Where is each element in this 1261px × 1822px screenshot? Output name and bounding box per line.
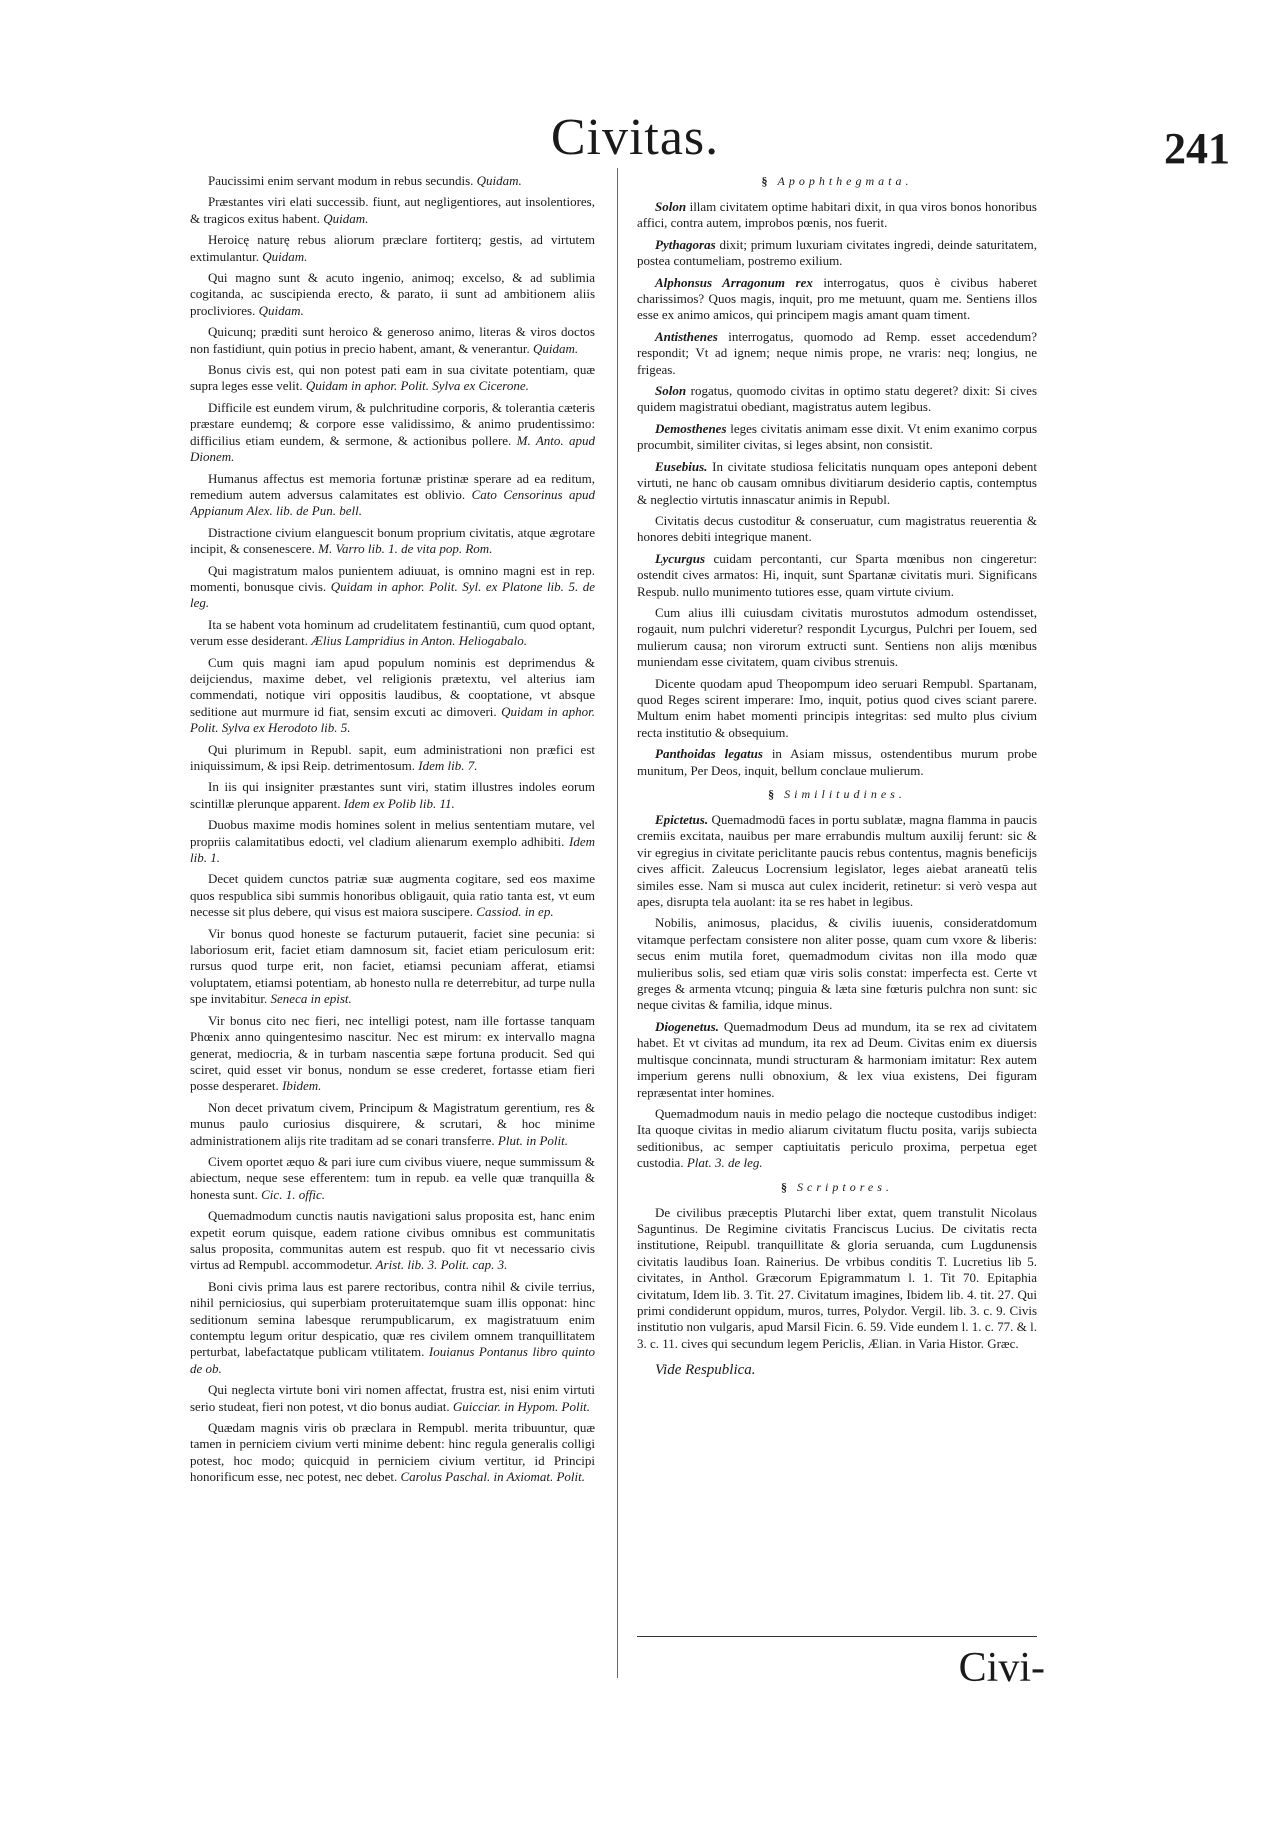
entry [190, 1420, 595, 1486]
entry-text: leges civitatis animam esse dixit. Vt enim exanimo corpus procumbit, similiter civitas, si leges absint, non consistit. [637, 420, 1037, 453]
entry [637, 329, 1037, 378]
similitudines-heading: § Similitudines. [768, 787, 906, 801]
entry-text: cuidam percontanti, cur Sparta mœnibus non cingeretur: ostendit cives armatos: Hi, inquit, sunt Spartanæ civitatis muri. Significans Respub. nullo munimento tutiores esse, quam virtute civium. [637, 550, 1037, 599]
entry [190, 1100, 595, 1149]
entry-text: rogatus, quomodo civitas in optimo statu degeret? dixit: Si cives quidem magistratui obediant, magistratus autem legibus. [637, 383, 1037, 415]
entry-text: Humanus affectus est memoria fortunæ pristinæ sperare ad ea reditum, remedium autem adversus calamitates est oblivio. [190, 470, 595, 502]
entry [637, 605, 1037, 671]
section-mark-icon: § [781, 1179, 792, 1194]
entry [190, 324, 595, 357]
entry-source: Quidam in aphor. Polit. Sylva ex Herodoto lib. 5. [190, 703, 595, 736]
entry-text: Paucissimi enim servant modum in rebus secundis. [208, 173, 474, 188]
entry-lead: Antisthenes [655, 328, 718, 344]
entry-text: Qui magistratum malos punientem adiuuat, is omnino magni est in rep. momenti, bonusque civis. [190, 562, 595, 594]
entry [190, 779, 595, 812]
catchword: Civi- [958, 1645, 1045, 1691]
entry-source: Plut. in Polit. [497, 1132, 568, 1148]
entry-text: Cum alius illi cuiusdam civitatis murostutos admodum ostendisset, rogauit, num pulchri videretur? respondit Lycurgus, Pulchri per Iouem, sed mulierum causa; non virorum extructi sunt. Sentiens non alijs mœnibus muniendam esse civitatem, quam civibus strenuis. [637, 604, 1037, 670]
entry [190, 362, 595, 395]
entry-source: Quidam. [262, 248, 308, 264]
entry [190, 655, 595, 737]
entry-text: Boni civis prima laus est parere rectoribus, contra nihil & civile terrius, nihil perniciosius, qui superbiam proteruitatemque suam illis opponat: hinc seditionum semina labesque rerumpublicarum, ex magistratuum enim contemptu legum oritur despicatio, quæ res civilem omnem tranquillitatem perturbat, labefactatque publicam vtilitatem. [190, 1278, 595, 1360]
entry-text: Quicunq; præditi sunt heroico & generoso animo, literas & viros doctos non fastidiunt, quin potius in precio habent, amant, & venerantur. [190, 324, 595, 356]
entry-text: Quemadmodū faces in portu sublatæ, magna flamma in paucis cremiis excitata, nauibus per mare errabundis multum auxilij ferunt: sic & vir egregius in civitate periclitante paucis rebus contentus, magnis beneficijs cives afficit. Zaleucus Locrensium legislator, leges aiebat araneatū telis similes esse. Nam si musca aut culex inciderit, retinetur: si verò vespa aut apes, disrupta tela auolant: ita se res habet in legibus. [637, 812, 1037, 910]
entry-text: Quemadmodum Deus ad mundum, ita se rex ad civitatem habet. Et vt civitas ad mundum, ita rex ad Deum. Civitas enim ex diuersis multisque concinnata, mundi structuram & harmoniam imitatur: Rex autem imperium gerens nulli obnoxium, & lex viua existens, Dei figuram repræsentat inter homines. [637, 1018, 1037, 1100]
entry-source: Cassiod. in ep. [476, 904, 554, 920]
bottom-rule [637, 1636, 1037, 1637]
entry-text: interrogatus, quomodo ad Remp. esset accedendum? respondit; Vt ad ignem; neque nimis prope, ne vraris: neq; longius, ne frigeas. [637, 328, 1037, 377]
entry-source: Quidam. [323, 210, 369, 226]
entry-text: Quemadmodum cunctis nautis navigationi salus proposita est, hanc enim expetit eorum quisque, eadem ratione civibus omnibus est communitatis salus proposita, communitas autem est respub. quo fit vt necessario civis virtus ad Rempubl. accommodetur. [190, 1208, 595, 1273]
entry [190, 194, 595, 227]
entry-text: Qui neglecta virtute boni viri nomen affectat, frustra est, nisi enim virtuti serio studeat, fieri non potest, vt dio bonus audiat. [190, 1382, 595, 1414]
entry-text: Vir bonus quod honeste se facturum putauerit, faciet sine pecunia: si laboriosum erit, faciet etiam damnosum sit, faciet etiam periculosum erit: rursus quod turpe erit, non faciet, etiamsi pecuniam afferat, etiamsi voluptatem, etiamsi potentiam, ab honesto nulla re deterrebitur, ad turpe nulla spe invitabitur. [190, 925, 595, 1007]
entry [190, 563, 595, 612]
entry-text: Heroicę naturę rebus aliorum præclare fortiterq; gestis, ad virtutem extimulantur. [190, 232, 595, 264]
entry-text: illam civitatem optime habitari dixit, in qua viros bonos honoribus affici, contra autem, improbos pœnis, nos fuerit. [637, 199, 1037, 231]
scriptores-heading: § Scriptores. [781, 1179, 893, 1194]
entry-lead: Pythagoras [655, 236, 716, 252]
entry [637, 746, 1037, 779]
entry-text: Dicente quodam apud Theopompum ideo seruari Rempubl. Spartanam, quod Reges scirent imperare: Imo, inquit, potius quod cives sciant parere. Multum enim habet momenti principis integritas: sed multo plus civium recta institutio & obsequium. [637, 675, 1037, 740]
page-number: 241 [1164, 124, 1230, 173]
entry-source: Idem lib. 7. [418, 758, 478, 773]
entry-lead: Eusebius. [655, 458, 708, 474]
entry [637, 676, 1037, 742]
entry-text: interrogatus, quos è civibus haberet charissimos? Quos magis, inquit, pro me metuunt, quam me. Sentiens illos esse ex animo amicos, qui principem magis amant quam timent. [637, 274, 1037, 323]
see-also-reference: Vide Respublica. [655, 1362, 756, 1379]
entry [637, 421, 1037, 454]
apophthegmata-heading: § Apophthegmata. [761, 174, 913, 188]
entry-text: Cum quis magni iam apud populum nominis est deprimendus & deijciendus, maxime debet, vel religionis prætextu, vel alterius iam commendati, notique viri oppositis laudibus, & cooptatione, vt absque seditione aut murmure id fiat, sensim excuti ac dimoveri. [190, 654, 595, 719]
entry-lead: Alphonsus Arragonum rex [655, 274, 813, 290]
entry-source: Ibidem. [282, 1078, 322, 1094]
entry [190, 1382, 595, 1415]
entry-text: Difficile est eundem virum, & pulchritudine corporis, & tolerantia cæteris præstare eundemq; & corpore esse validissimo, & animo prudentissimo: difficilius etiam eundem, & sermone, & actionibus pollere. [190, 399, 595, 448]
entry [190, 926, 595, 1008]
entry [637, 237, 1037, 270]
column-divider [617, 168, 618, 1678]
entry [637, 513, 1037, 546]
entry-text: Ita se habent vota hominum ad crudelitatem festinantiū, cum quod optant, verum esse desiderant. [190, 616, 595, 649]
entry-source: Arist. lib. 3. Polit. cap. 3. [375, 1257, 508, 1273]
entry-lead: Demosthenes [655, 420, 727, 436]
running-title: Civitas. [550, 109, 720, 166]
entry [190, 270, 595, 319]
entry [637, 551, 1037, 600]
right-column [637, 166, 1037, 1641]
entry-source: Iouianus Pontanus libro quinto de ob. [190, 1344, 595, 1376]
entry-text: Qui plurimum in Republ. sapit, eum administrationi non præfici est iniquissimum, & ipsi Reip. detrimentosum. [190, 741, 595, 773]
section-mark-icon: § [761, 174, 772, 188]
entry [637, 1106, 1037, 1172]
entry [190, 617, 595, 650]
entry [637, 812, 1037, 910]
entry-source: M. Varro lib. 1. de vita pop. Rom. [318, 541, 493, 557]
entry-text: Civem oportet æquo & pari iure cum civibus viuere, neque summissum & abiectum, neque sese efferentem: tum in repub. ea velle quæ tranquilla & honesta sunt. [190, 1153, 595, 1202]
entry-text: Quemadmodum nauis in medio pelago die nocteque custodibus indiget: Ita quoque civitas in medio aliarum civitatum fluctu posita, varijs subiecta seditionibus, ac semper captiuitatis periculo proxima, perpetua eget custodia. [637, 1105, 1037, 1171]
entry-text: Vir bonus cito nec fieri, nec intelligi potest, nam ille fortasse tanquam Phœnix anno quingentesimo nascitur. Nec est mirum: ex intervallo magna generat, mediocria, & in turbam nascentia sæpe fortuna producit. Sed qui sciret, quid esset vir bonus, nondum se esse crederet, fortasse etiam fieri posse desperaret. [190, 1012, 595, 1094]
entry [190, 400, 595, 466]
entry-source: Quidam. [258, 302, 304, 318]
section-mark-icon: § [768, 787, 779, 801]
entry-source: Guicciar. in Hypom. Polit. [452, 1398, 591, 1414]
entry-text: Duobus maxime modis homines solent in melius sententiam mutare, vel propriis calamitatibus edocti, vel cladium alienarum exemplo adhibiti. [190, 817, 595, 849]
entry [190, 525, 595, 558]
entry-source: Cato Censorinus apud Appianum Alex. lib. de Pun. bell. [190, 486, 595, 519]
scriptores-text: De civilibus præceptis Plutarchi liber extat, quem transtulit Nicolaus Saguntinus. De Regimine civitatis Franciscus Lucius. De civitatis recta institutione, Reipubl. tranquillitate & gloria seruanda, cum Lugdunensis civitatis laudibus Ioan. Rainerius. De vrbibus conditis T. Lucretius lib 5. civitates, in Anthol. Græcorum Epigrammatum l. 1. Tit 70. Epitaphia civitatum, Idem lib. 3. Tit. 27. Civitatum imagines, Ibidem lib. 4. tit. 27. Qui primi condiderunt oppidum, muros, turres, Polydor. Vergil. lib. 3. c. 9. Civis institutio non vulgaris, apud Marsil Ficin. 6. 59. Vide eundem l. 1. c. 77. & l. 3. c. 11. cives qui secundum legem Periclis, Ælian. in Varia Histor. Græc. [637, 1204, 1037, 1351]
entry [637, 915, 1037, 1013]
entry-lead: Diogenetus. [655, 1018, 719, 1034]
entry-text: in Asiam missus, ostendentibus murum probe munitum, Per Deos, inquit, bellum conclaue mulierum. [637, 746, 1037, 778]
entry-source: M. Anto. apud Dionem. [190, 432, 595, 465]
entry-lead: Solon [655, 383, 687, 399]
apophthegmata-list [637, 199, 1037, 779]
entry-source: Quidam. [532, 340, 579, 356]
entry-text: Quædam magnis viris ob præclara in Rempubl. merita tribuuntur, quæ tamen in perniciem civium verti minime debent: hinc regula generalis colligi potest, hoc modo; quicquid in perniciem civium vertitur, id Principi honorificum esse, nec potest, nec debet. [190, 1420, 595, 1485]
entry-text: Decet quidem cunctos patriæ suæ augmenta cogitare, sed eos maxime quos respublica sibi summis honoribus obligauit, quia ratio tanta est, vt eum necesse sit plus debere, qui visus est maiora suscipere. [190, 871, 595, 920]
entry-text: Distractione civium elanguescit bonum proprium civitatis, atque ægrotare incipit, & consenescere. [190, 524, 595, 557]
entry [637, 275, 1037, 324]
entry [190, 742, 595, 775]
entry-source: Idem lib. 1. [190, 833, 595, 866]
entry [637, 199, 1037, 232]
entry-lead: Epictetus. [655, 812, 709, 827]
entry-text: In civitate studiosa felicitatis nunquam opes anteponi debent virtuti, ne hanc ob causam omnibus divitiarum desiderio captis, contemptus & neglectio virtutis innascatur animis in Republ. [637, 458, 1037, 507]
entry-lead: Panthoidas legatus [655, 746, 763, 762]
entry-text: In iis qui insigniter præstantes sunt viri, statim illustres indoles eorum scintillæ plerunque apparent. [190, 779, 595, 811]
entry-source: Quidam. [476, 173, 522, 188]
entry-source: Seneca in epist. [270, 991, 352, 1007]
entry-text: Qui magno sunt & acuto ingenio, animoq; excelso, & ad sublimia cogitanda, ac suscipienda erecto, & parato, ii sunt ad ambitionem aliis procliviores. [190, 270, 595, 318]
entry [637, 459, 1037, 508]
entry-source: Plat. 3. de leg. [686, 1155, 763, 1171]
entry-lead: Solon [655, 199, 687, 214]
entry-source: Idem ex Polib lib. 11. [343, 795, 455, 811]
entry [190, 1279, 595, 1377]
entry-source: Carolus Paschal. in Axiomat. Polit. [400, 1469, 585, 1485]
entry-text: Bonus civis est, qui non potest pati eam in sua civitate potentiam, quæ supra leges esse velit. [190, 362, 595, 394]
entry [190, 173, 595, 189]
entry [637, 383, 1037, 416]
entry-text: Præstantes viri elati successib. fiunt, aut negligentiores, aut insolentiores, & tragicos exitus habent. [190, 194, 595, 226]
entry-text: Civitatis decus custoditur & conseruatur, cum magistratus reuerentia & honores debiti integrique manent. [637, 512, 1037, 545]
entry [190, 232, 595, 265]
entry [190, 1154, 595, 1203]
left-column [190, 173, 595, 1678]
entry [190, 471, 595, 520]
entry-text: dixit; primum luxuriam civitates ingredi, deinde saturitatem, postea contumeliam, postremo exilium. [637, 236, 1037, 269]
similitudines-list [637, 812, 1037, 1172]
entry-source: Ælius Lampridius in Anton. Heliogabalo. [311, 633, 528, 649]
entry [637, 1019, 1037, 1101]
entry-text: Non decet privatum civem, Principum & Magistratum gerentium, res & munus paulo curiosius disquirere, & scrutari, & hoc minime administrationem alijs rite traditam ad se conari transferre. [190, 1099, 595, 1148]
entry-source: Quidam in aphor. Polit. Syl. ex Platone lib. 5. de leg. [190, 578, 595, 611]
entry-lead: Lycurgus [655, 550, 706, 566]
entry [190, 1013, 595, 1095]
entry-source: Quidam in aphor. Polit. Sylva ex Cicerone. [305, 378, 529, 394]
entry-source: Cic. 1. offic. [261, 1186, 326, 1202]
entry [190, 871, 595, 920]
entry [190, 817, 595, 866]
entry [190, 1208, 595, 1274]
entry-text: Nobilis, animosus, placidus, & civilis iuuenis, consideratdomum vitamque perfectam consistere non aliter posse, quam cum vxore & liberis: secus enim mutila foret, quemadmodum civitas non illa modo quæ mulieribus solis, sed etiam quæ viris solis constat: imperfecta est. Certe vt greges & armenta vtcunq; pinguia & læta sine fœturis pulchra non sunt: sic neque civitas & familia, idque minus. [637, 915, 1037, 1013]
